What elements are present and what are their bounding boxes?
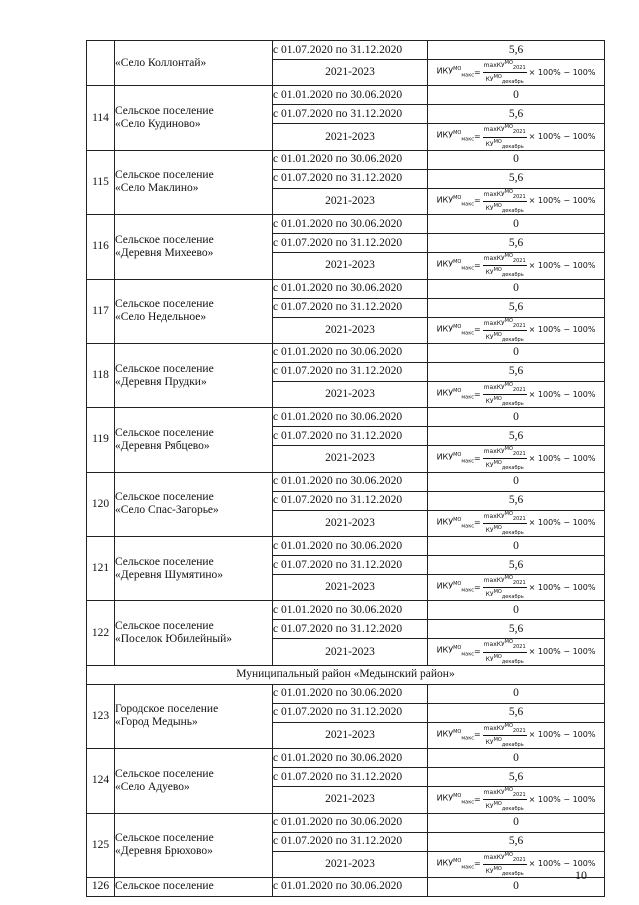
table-row bbox=[87, 150, 605, 169]
formula-numerator: maxКУ$^{МО}_{2021}$ bbox=[483, 381, 526, 394]
formula-cell bbox=[428, 317, 605, 343]
table-row bbox=[87, 749, 605, 768]
settlement-name-cell: «Село Коллонтай» bbox=[115, 41, 273, 86]
settlement-name-cell bbox=[115, 813, 273, 877]
table-body-upper bbox=[87, 41, 605, 666]
table-row bbox=[87, 813, 605, 832]
index-formula bbox=[437, 253, 596, 278]
period-cell: с 01.07.2020 по 31.12.2020 bbox=[273, 491, 428, 510]
value-cell: 5,6 bbox=[428, 768, 605, 787]
table-row bbox=[87, 343, 605, 362]
formula-rhs: × 100% − 100% bbox=[528, 260, 596, 270]
formula-fraction bbox=[483, 382, 527, 407]
table-row bbox=[87, 408, 605, 427]
formula-cell bbox=[428, 381, 605, 407]
row-number-cell: 121 bbox=[87, 537, 115, 601]
period-cell: 2021-2023 bbox=[273, 253, 428, 279]
table-row bbox=[87, 472, 605, 491]
formula-lhs: $ИКУ^{МО}_{макс}$ bbox=[436, 323, 474, 336]
formula-equals: = bbox=[473, 389, 481, 399]
period-cell: с 01.07.2020 по 31.12.2020 bbox=[273, 703, 428, 722]
row-number-cell: 124 bbox=[87, 749, 115, 813]
table-row bbox=[87, 877, 605, 896]
index-formula bbox=[437, 60, 596, 85]
row-number-cell: 117 bbox=[87, 279, 115, 343]
index-formula bbox=[437, 189, 596, 214]
value-cell: 0 bbox=[428, 472, 605, 491]
formula-denominator: $КУ^{МО}_{декабрь}$ bbox=[485, 460, 524, 472]
value-cell: 5,6 bbox=[428, 41, 605, 60]
formula-denominator: $КУ^{МО}_{декабрь}$ bbox=[485, 524, 524, 536]
formula-equals: = bbox=[473, 325, 481, 335]
value-cell: 0 bbox=[428, 749, 605, 768]
formula-fraction bbox=[483, 124, 527, 149]
formula-equals: = bbox=[473, 196, 481, 206]
formula-cell bbox=[428, 787, 605, 813]
formula-denominator: $КУ^{МО}_{декабрь}$ bbox=[485, 202, 524, 215]
settlement-type: Сельское поселение bbox=[115, 832, 214, 845]
formula-fraction bbox=[483, 511, 527, 536]
formula-rhs: × 100% − 100% bbox=[528, 453, 596, 463]
settlement-title: «Деревня Рябцево» bbox=[115, 439, 210, 452]
period-cell: с 01.07.2020 по 31.12.2020 bbox=[273, 169, 428, 188]
formula-rhs: × 100% − 100% bbox=[528, 196, 596, 206]
index-formula bbox=[437, 852, 596, 877]
formula-fraction bbox=[483, 787, 527, 812]
value-cell: 0 bbox=[428, 813, 605, 832]
value-cell: 5,6 bbox=[428, 298, 605, 317]
table-row bbox=[87, 86, 605, 105]
formula-equals: = bbox=[473, 132, 481, 142]
value-cell: 0 bbox=[428, 150, 605, 169]
formula-denominator: $КУ^{МО}_{декабрь}$ bbox=[485, 589, 524, 601]
formula-fraction bbox=[483, 639, 527, 664]
value-cell: 0 bbox=[428, 86, 605, 105]
settlement-name-cell bbox=[115, 537, 273, 601]
table-row bbox=[87, 41, 605, 60]
value-cell: 0 bbox=[428, 601, 605, 620]
period-cell: 2021-2023 bbox=[273, 60, 428, 86]
formula-lhs: $ИКУ^{МО}_{макс}$ bbox=[436, 387, 474, 401]
index-formula bbox=[437, 639, 596, 664]
settlement-name-cell bbox=[115, 150, 273, 214]
row-number-cell: 115 bbox=[87, 150, 115, 214]
formula-lhs: $ИКУ^{МО}_{макс}$ bbox=[436, 857, 474, 870]
formula-lhs: $ИКУ^{МО}_{макс}$ bbox=[436, 194, 474, 208]
formula-rhs: × 100% − 100% bbox=[528, 859, 596, 869]
formula-equals: = bbox=[473, 260, 481, 270]
period-cell: с 01.07.2020 по 31.12.2020 bbox=[273, 234, 428, 253]
formula-cell bbox=[428, 446, 605, 472]
region-header: Муниципальный район «Медынский район» bbox=[87, 665, 605, 684]
settlement-name-cell bbox=[115, 601, 273, 665]
settlement-type: Сельское поселение bbox=[115, 105, 214, 118]
formula-rhs: × 100% − 100% bbox=[528, 67, 596, 77]
formula-equals: = bbox=[473, 647, 481, 657]
settlement-name-cell bbox=[115, 684, 273, 748]
row-number-cell: 123 bbox=[87, 684, 115, 748]
table-row bbox=[87, 215, 605, 234]
formula-rhs: × 100% − 100% bbox=[528, 325, 596, 335]
value-cell: 5,6 bbox=[428, 556, 605, 575]
index-formula bbox=[437, 787, 596, 812]
settlement-type: Сельское поселение bbox=[115, 233, 214, 246]
formula-lhs: $ИКУ^{МО}_{макс}$ bbox=[436, 581, 474, 594]
value-cell: 5,6 bbox=[428, 105, 605, 124]
formula-denominator: $КУ^{МО}_{декабрь}$ bbox=[485, 865, 524, 877]
period-cell: 2021-2023 bbox=[273, 787, 428, 813]
settlement-title: «Село Адуево» bbox=[115, 780, 190, 793]
formula-lhs: $ИКУ^{МО}_{макс}$ bbox=[436, 452, 474, 465]
table-row bbox=[87, 665, 605, 684]
index-formula bbox=[437, 382, 596, 407]
settlement-title: «Деревня Прудки» bbox=[115, 375, 207, 388]
settlement-title: «Село Недельное» bbox=[115, 311, 207, 324]
index-formula bbox=[437, 723, 596, 748]
index-formula bbox=[437, 511, 596, 536]
value-cell: 0 bbox=[428, 408, 605, 427]
period-cell: 2021-2023 bbox=[273, 575, 428, 601]
formula-denominator: $КУ^{МО}_{декабрь}$ bbox=[485, 138, 524, 150]
formula-numerator: maxКУ$^{МО}_{2021}$ bbox=[483, 722, 526, 734]
tariff-table bbox=[86, 40, 605, 897]
formula-denominator: $КУ^{МО}_{декабрь}$ bbox=[485, 74, 524, 86]
formula-numerator: maxКУ$^{МО}_{2021}$ bbox=[483, 639, 526, 651]
period-cell: 2021-2023 bbox=[273, 510, 428, 536]
formula-cell bbox=[428, 188, 605, 214]
formula-numerator: maxКУ$^{МО}_{2021}$ bbox=[483, 253, 526, 265]
formula-fraction bbox=[483, 318, 527, 343]
page-number: 10 bbox=[575, 868, 587, 882]
formula-denominator: $КУ^{МО}_{декабрь}$ bbox=[485, 331, 524, 343]
value-cell: 5,6 bbox=[428, 832, 605, 851]
period-cell: 2021-2023 bbox=[273, 639, 428, 665]
period-cell: с 01.07.2020 по 31.12.2020 bbox=[273, 768, 428, 787]
table-row bbox=[87, 684, 605, 703]
formula-numerator: maxКУ$^{МО}_{2021}$ bbox=[483, 124, 526, 136]
settlement-name-cell bbox=[115, 279, 273, 343]
formula-denominator: $КУ^{МО}_{декабрь}$ bbox=[485, 736, 524, 749]
settlement-name-cell bbox=[115, 215, 273, 279]
index-formula bbox=[437, 124, 596, 149]
row-number-cell: 125 bbox=[87, 813, 115, 877]
formula-cell bbox=[428, 639, 605, 665]
settlement-type: Сельское поселение bbox=[115, 169, 214, 182]
period-cell: 2021-2023 bbox=[273, 851, 428, 877]
formula-cell bbox=[428, 124, 605, 150]
formula-denominator: $КУ^{МО}_{декабрь}$ bbox=[485, 396, 524, 408]
value-cell: 5,6 bbox=[428, 234, 605, 253]
row-number-cell: 126 bbox=[87, 877, 115, 896]
settlement-name-cell bbox=[115, 472, 273, 536]
table-row bbox=[87, 537, 605, 556]
formula-numerator: maxКУ$^{МО}_{2021}$ bbox=[483, 317, 526, 329]
formula-numerator: maxКУ$^{МО}_{2021}$ bbox=[483, 446, 526, 458]
index-formula bbox=[437, 318, 596, 343]
formula-rhs: × 100% − 100% bbox=[528, 647, 596, 657]
settlement-type: Сельское поселение bbox=[115, 555, 214, 568]
period-cell: 2021-2023 bbox=[273, 381, 428, 407]
value-cell: 5,6 bbox=[428, 491, 605, 510]
settlement-type: Сельское поселение bbox=[115, 491, 214, 504]
formula-lhs: $ИКУ^{МО}_{макс}$ bbox=[436, 793, 474, 806]
formula-rhs: × 100% − 100% bbox=[528, 132, 596, 142]
settlement-type: Городское поселение bbox=[115, 703, 219, 716]
period-cell: 2021-2023 bbox=[273, 124, 428, 150]
formula-equals: = bbox=[473, 859, 481, 869]
formula-numerator: maxКУ$^{МО}_{2021}$ bbox=[483, 575, 526, 587]
settlement-type: Сельское поселение bbox=[115, 767, 214, 780]
formula-fraction bbox=[483, 189, 527, 214]
settlement-title: «Село Спас-Загорье» bbox=[115, 504, 219, 517]
formula-rhs: × 100% − 100% bbox=[528, 518, 596, 528]
period-cell: с 01.07.2020 по 31.12.2020 bbox=[273, 105, 428, 124]
table-row bbox=[87, 279, 605, 298]
formula-rhs: × 100% − 100% bbox=[528, 582, 596, 592]
period-cell: с 01.07.2020 по 31.12.2020 bbox=[273, 556, 428, 575]
settlement-name-cell: Сельское поселение bbox=[115, 877, 273, 896]
formula-equals: = bbox=[473, 518, 481, 528]
settlement-type: Сельское поселение bbox=[115, 426, 214, 439]
formula-lhs: $ИКУ^{МО}_{макс}$ bbox=[436, 130, 474, 143]
formula-lhs: $ИКУ^{МО}_{макс}$ bbox=[436, 66, 474, 79]
settlement-name-cell bbox=[115, 343, 273, 407]
period-cell: 2021-2023 bbox=[273, 317, 428, 343]
index-formula bbox=[437, 575, 596, 600]
formula-denominator: $КУ^{МО}_{декабрь}$ bbox=[485, 653, 524, 665]
period-cell: с 01.07.2020 по 31.12.2020 bbox=[273, 832, 428, 851]
period-cell: с 01.07.2020 по 31.12.2020 bbox=[273, 620, 428, 639]
period-cell: с 01.01.2020 по 30.06.2020 bbox=[273, 877, 428, 896]
row-number-cell: 122 bbox=[87, 601, 115, 665]
period-cell: с 01.01.2020 по 30.06.2020 bbox=[273, 343, 428, 362]
formula-numerator: maxКУ$^{МО}_{2021}$ bbox=[483, 60, 526, 72]
period-cell: с 01.01.2020 по 30.06.2020 bbox=[273, 215, 428, 234]
settlement-type: Сельское поселение bbox=[115, 298, 214, 311]
value-cell: 0 bbox=[428, 343, 605, 362]
formula-cell bbox=[428, 253, 605, 279]
formula-cell bbox=[428, 575, 605, 601]
formula-rhs: × 100% − 100% bbox=[528, 730, 596, 740]
formula-numerator: maxКУ$^{МО}_{2021}$ bbox=[483, 510, 526, 522]
period-cell: с 01.01.2020 по 30.06.2020 bbox=[273, 472, 428, 491]
value-cell: 5,6 bbox=[428, 703, 605, 722]
value-cell: 0 bbox=[428, 215, 605, 234]
value-cell: 0 bbox=[428, 684, 605, 703]
settlement-title: «Деревня Михеево» bbox=[115, 246, 214, 259]
formula-lhs: $ИКУ^{МО}_{макс}$ bbox=[436, 728, 474, 742]
formula-fraction bbox=[483, 723, 527, 748]
formula-cell bbox=[428, 510, 605, 536]
formula-equals: = bbox=[473, 730, 481, 740]
settlement-title: «Деревня Шумятино» bbox=[115, 568, 224, 581]
period-cell: с 01.01.2020 по 30.06.2020 bbox=[273, 813, 428, 832]
period-cell: 2021-2023 bbox=[273, 188, 428, 214]
settlement-name-cell bbox=[115, 86, 273, 150]
settlement-title: «Город Медынь» bbox=[115, 716, 198, 729]
period-cell: с 01.01.2020 по 30.06.2020 bbox=[273, 601, 428, 620]
value-cell: 5,6 bbox=[428, 620, 605, 639]
formula-lhs: $ИКУ^{МО}_{макс}$ bbox=[436, 516, 474, 529]
index-formula bbox=[437, 446, 596, 471]
period-cell: с 01.07.2020 по 31.12.2020 bbox=[273, 362, 428, 381]
row-number-cell: 119 bbox=[87, 408, 115, 472]
period-cell: с 01.01.2020 по 30.06.2020 bbox=[273, 684, 428, 703]
row-number-cell bbox=[87, 41, 115, 86]
period-cell: с 01.01.2020 по 30.06.2020 bbox=[273, 86, 428, 105]
period-cell: с 01.01.2020 по 30.06.2020 bbox=[273, 749, 428, 768]
value-cell: 5,6 bbox=[428, 362, 605, 381]
settlement-type: Сельское поселение bbox=[115, 620, 214, 633]
period-cell: 2021-2023 bbox=[273, 722, 428, 748]
formula-fraction bbox=[483, 446, 527, 471]
formula-fraction bbox=[483, 60, 527, 85]
formula-equals: = bbox=[473, 794, 481, 804]
table-body-region-header bbox=[87, 665, 605, 684]
formula-denominator: $КУ^{МО}_{декабрь}$ bbox=[485, 267, 524, 279]
settlement-title: «Деревня Брюхово» bbox=[115, 845, 213, 858]
settlement-title: «Село Маклино» bbox=[115, 182, 199, 195]
table-body-lower bbox=[87, 684, 605, 877]
value-cell: 0 bbox=[428, 279, 605, 298]
period-cell: с 01.07.2020 по 31.12.2020 bbox=[273, 427, 428, 446]
formula-lhs: $ИКУ^{МО}_{макс}$ bbox=[436, 645, 474, 658]
value-cell: 5,6 bbox=[428, 427, 605, 446]
period-cell: с 01.01.2020 по 30.06.2020 bbox=[273, 408, 428, 427]
formula-rhs: × 100% − 100% bbox=[528, 389, 596, 399]
period-cell: с 01.01.2020 по 30.06.2020 bbox=[273, 150, 428, 169]
formula-fraction bbox=[483, 575, 527, 600]
row-number-cell: 116 bbox=[87, 215, 115, 279]
value-cell: 0 bbox=[428, 877, 605, 896]
period-cell: с 01.07.2020 по 31.12.2020 bbox=[273, 298, 428, 317]
period-cell: с 01.01.2020 по 30.06.2020 bbox=[273, 279, 428, 298]
table-row bbox=[87, 601, 605, 620]
formula-fraction bbox=[483, 253, 527, 278]
formula-equals: = bbox=[473, 67, 481, 77]
period-cell: с 01.01.2020 по 30.06.2020 bbox=[273, 537, 428, 556]
formula-equals: = bbox=[473, 582, 481, 592]
period-cell: 2021-2023 bbox=[273, 446, 428, 472]
formula-numerator: maxКУ$^{МО}_{2021}$ bbox=[483, 188, 526, 200]
formula-numerator: maxКУ$^{МО}_{2021}$ bbox=[483, 787, 526, 799]
value-cell: 5,6 bbox=[428, 169, 605, 188]
period-cell: с 01.07.2020 по 31.12.2020 bbox=[273, 41, 428, 60]
row-number-cell: 114 bbox=[87, 86, 115, 150]
settlement-title: «Поселок Юбилейный» bbox=[115, 633, 232, 646]
row-number-cell: 118 bbox=[87, 343, 115, 407]
formula-denominator: $КУ^{МО}_{декабрь}$ bbox=[485, 801, 524, 813]
formula-cell bbox=[428, 722, 605, 748]
formula-lhs: $ИКУ^{МО}_{макс}$ bbox=[436, 259, 474, 272]
formula-fraction bbox=[483, 852, 527, 877]
settlement-type: Сельское поселение bbox=[115, 362, 214, 375]
settlement-name-cell bbox=[115, 749, 273, 813]
formula-rhs: × 100% − 100% bbox=[528, 794, 596, 804]
formula-equals: = bbox=[473, 453, 481, 463]
table-body-last bbox=[87, 877, 605, 896]
settlement-title: «Село Кудиново» bbox=[115, 118, 201, 131]
row-number-cell: 120 bbox=[87, 472, 115, 536]
value-cell: 0 bbox=[428, 537, 605, 556]
settlement-name-cell bbox=[115, 408, 273, 472]
formula-cell bbox=[428, 60, 605, 86]
formula-numerator: maxКУ$^{МО}_{2021}$ bbox=[483, 851, 526, 863]
